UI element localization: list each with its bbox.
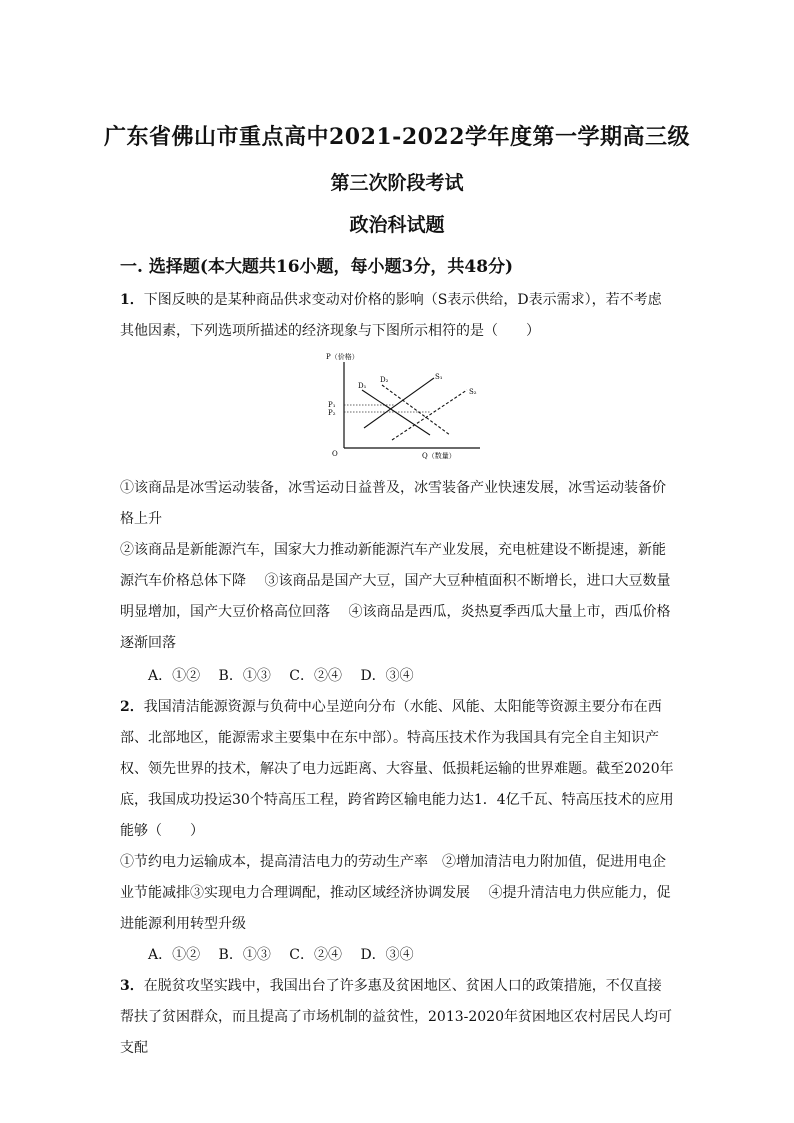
question-2-text: 我国清洁能源资源与负荷中心呈逆向分布（水能、风能、太阳能等资源主要分布在西部、北部地区，能源需求主要集中在东中部）。特高压技术作为我国具有完全自主知识产权、领先世界的技术，解决了电力远距离、大容量、低损耗运输的世界难题。截至2020年底，我国成功投运30个特高压工程，跨省跨区输电能力达1．4亿千瓦、特高压技术的应用能够（ ）	[120, 699, 674, 839]
question-2-statements: ①节约电力运输成本，提高清洁电力的劳动生产率 ②增加清洁电力附加值，促进用电企业节能减排③实现电力合理调配，推动区域经济协调发展 ④提升清洁电力供应能力，促进能源利用转型升级	[120, 854, 671, 932]
question-1-statement-1: ①该商品是冰雪运动装备，冰雪运动日益普及，冰雪装备产业快速发展，冰雪运动装备价格上升	[120, 480, 666, 527]
question-2-number: 2．	[120, 699, 144, 715]
y-axis-label: P（价格）	[326, 353, 359, 361]
question-1-options: A．①② B．①③ C．②④ D．③④	[148, 668, 414, 684]
question-1-stem	[120, 285, 675, 347]
question-2-stem	[120, 692, 675, 847]
origin-label: O	[332, 450, 338, 458]
question-2-options: A．①② B．①③ C．②④ D．③④	[148, 947, 414, 963]
question-3-text: 在脱贫攻坚实践中，我国出台了许多惠及贫困地区、贫困人口的政策措施，不仅直接帮扶了贫困群众，而且提高了市场机制的益贫性，2013-2020年贫困地区农村居民人均可支配	[120, 978, 672, 1056]
subject-title: 政治科试题	[349, 214, 445, 236]
supply-curve-s2	[392, 390, 467, 440]
p1-label: P₁	[328, 401, 336, 409]
question-1-text: 下图反映的是某种商品供求变动对价格的影响（S表示供给，D表示需求），若不考虑其他因素，下列选项所描述的经济现象与下图所示相符的是（ ）	[120, 292, 662, 339]
question-1-statements-2-4: ②该商品是新能源汽车，国家大力推动新能源汽车产业发展，充电桩建设不断提速，新能源汽车价格总体下降 ③该商品是国产大豆，国产大豆种植面积不断增长，进口大豆数量明显增加，国产大豆价格高位回落 ④该商品是西瓜，炎热夏季西瓜大量上市，西瓜价格逐渐回落	[120, 542, 671, 651]
exam-title-line1: 广东省佛山市重点高中2021-2022学年度第一学期高三级	[103, 124, 691, 150]
d1-label: D₁	[358, 382, 367, 390]
x-axis-label: Q（数量）	[422, 452, 456, 460]
section-heading: 一. 选择题(本大题共16小题，每小题3分，共48分)	[120, 257, 514, 277]
p2-label: P₂	[328, 409, 336, 417]
exam-title-line2: 第三次阶段考试	[330, 172, 464, 194]
supply-demand-graph	[322, 350, 492, 462]
supply-curve-s1	[364, 378, 434, 428]
question-1-number: 1．	[120, 292, 144, 308]
s1-label: S₁	[435, 373, 443, 381]
question-3-number: 3．	[120, 978, 144, 994]
question-3-stem	[120, 971, 675, 1064]
s2-label: S₂	[469, 388, 477, 396]
d2-label: D₂	[380, 376, 389, 384]
